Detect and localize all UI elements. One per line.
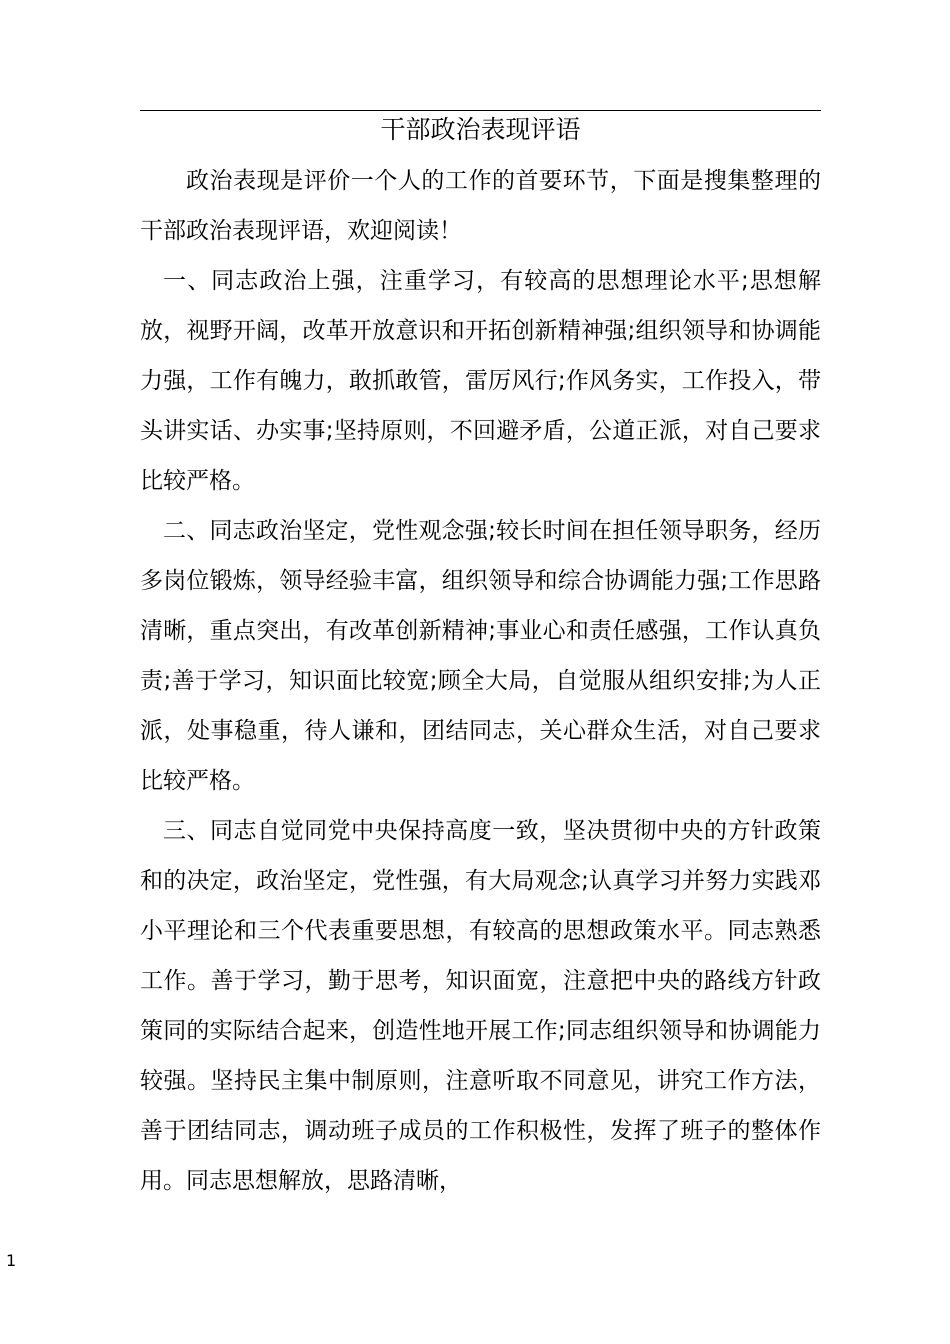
header-rule — [140, 110, 821, 111]
paragraph-1: 一、同志政治上强，注重学习，有较高的思想理论水平;思想解放，视野开阔，改革开放意识和开拓创新精神强;组织领导和协调能力强，工作有魄力，敢抓敢管，雷厉风行;作风务实，工作投入，带头讲实话、办实事;坚持原则，不回避矛盾，公道正派，对自己要求比较严格。 — [140, 268, 821, 494]
document-title: 干部政治表现评语 — [380, 115, 581, 144]
document-body — [140, 156, 821, 1206]
paragraph-3: 三、同志自觉同党中央保持高度一致，坚决贯彻中央的方针政策和的决定，政治坚定，党性强，有大局观念;认真学习并努力实践邓小平理论和三个代表重要思想，有较高的思想政策水平。同志熟悉工作。善于学习，勤于思考，知识面宽，注意把中央的路线方针政策同的实际结合起来，创造性地开展工作;同志组织领导和协调能力较强。坚持民主集中制原则，注意听取不同意见，讲究工作方法，善于团结同志，调动班子成员的工作积极性，发挥了班子的整体作用。同志思想解放，思路清晰， — [140, 818, 821, 1194]
paragraph-2: 二、同志政治坚定，党性观念强;较长时间在担任领导职务，经历多岗位锻炼，领导经验丰富，组织领导和综合协调能力强;工作思路清晰，重点突出，有改革创新精神;事业心和责任感强，工作认真负责;善于学习，知识面比较宽;顾全大局，自觉服从组织安排;为人正派，处事稳重，待人谦和，团结同志，关心群众生活，对自己要求比较严格。 — [140, 518, 821, 794]
page-number: 1 — [6, 1251, 17, 1270]
intro-paragraph: 政治表现是评价一个人的工作的首要环节，下面是搜集整理的干部政治表现评语，欢迎阅读！ — [140, 168, 821, 244]
